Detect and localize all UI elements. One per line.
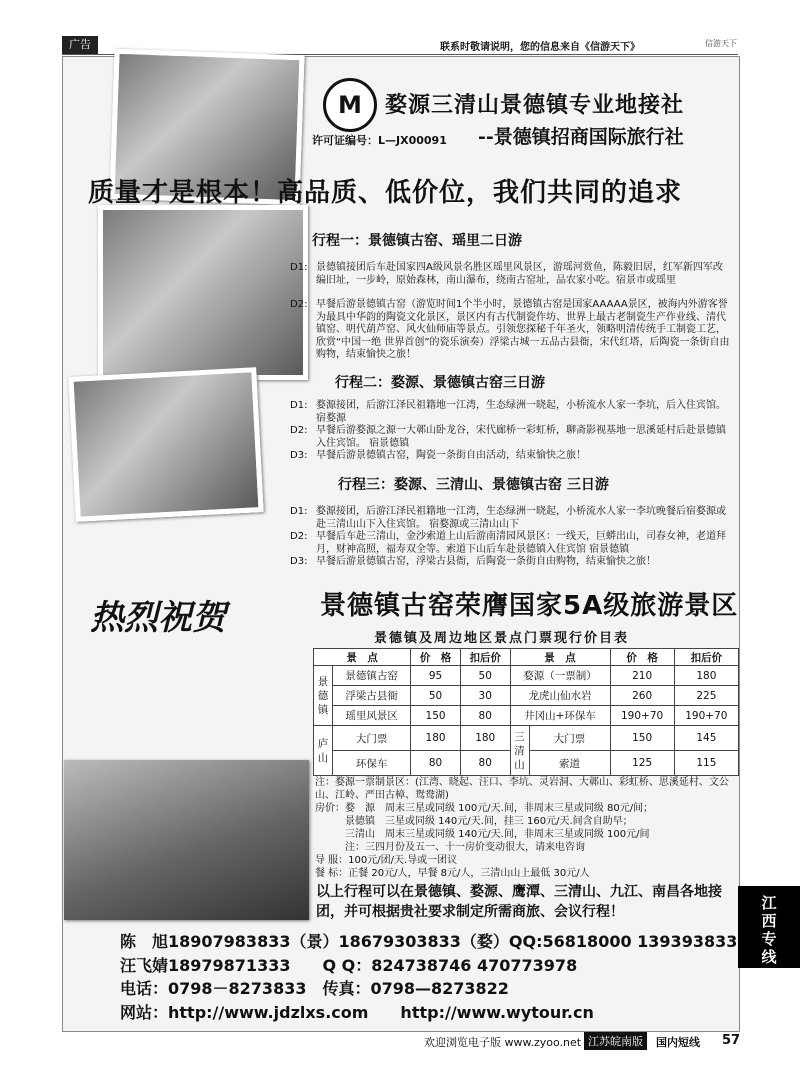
route-3-day-2: D2: 早餐后车赴三清山，金沙索道上山后游南清园风景区：一线天，巨蟒出山，司春女神，老道拜月，财神高照，福寿双全等。索道下山后车赴景德镇入住宾馆 宿景德镇 <box>290 531 726 555</box>
contact-line: 汪飞婧18979871333 Q Q：824738746 470773978 <box>120 955 578 975</box>
agency-logo-icon: M <box>323 78 377 132</box>
contact-notice: 联系时敬请说明，您的信息来自《信游天下》 <box>440 42 640 53</box>
table-cell: 145 <box>674 726 738 751</box>
table-cell: 井冈山+环保车 <box>510 706 610 726</box>
footer-section: 国内短线 <box>656 1036 700 1049</box>
publication-logo: 信游天下 <box>705 39 737 48</box>
route-1-day-2: D2: 早餐后游景德镇古窑（游览时间1个半小时，景德镇古窑是国家AAAAA景区，被海内外游客誉为最具中华韵的陶瓷文化景区，景区内有古代制瓷作坊、世界上最古老制瓷生产作业线、清代镇窑、明代葫芦窑、风火仙师庙等景点。引领您探秘千年圣火，领略明清传统手工制瓷工艺，欣赏“中国一绝 世界首创”的瓷乐演奏）浮梁古城一五品古县衙，宋代红塔，后陶瓷一条街自由购物，结束愉快之旅！ <box>290 299 730 360</box>
company-name: 婺源三清山景德镇专业地接社 <box>385 92 685 118</box>
table-row <box>314 726 739 751</box>
note-line: 房价：婺 源 周末三星或同级 100元/天.间，非周末三星或同级 80元/间； <box>315 803 654 814</box>
table-header-row <box>314 649 739 666</box>
price-table <box>313 648 739 776</box>
table-cell: 景德镇古窑 <box>333 666 411 686</box>
route-3-day-3: D3: 早餐后游景德镇古窑，浮梁古县衙，后陶瓷一条街自由购物，结束愉快之旅！ <box>290 556 656 567</box>
route-1-day-1: D1: 景德镇接团后车赴国家四A级风景名胜区瑶里风景区，游瑶河赏鱼，陈毅旧居，红军新四军改编旧址，一步岭，原始森林，南山瀑布，绕南古窑址，品农家小吃。宿景市或瑶里 <box>290 262 723 286</box>
table-row <box>314 706 739 726</box>
table-header-cell: 价 格 <box>610 649 674 666</box>
group-label: 景德镇 <box>314 666 333 726</box>
pavilion-photo <box>68 367 263 522</box>
contact-line: 电话：0798－8273833 传真：0798—8273822 <box>120 979 509 998</box>
kiln-building-photo <box>64 760 309 920</box>
5a-headline: 景德镇古窑荣膺国家5A级旅游景区 <box>320 591 739 621</box>
footer-browse: 欢迎浏览电子版 www.zyoo.net <box>424 1036 582 1049</box>
note-line: 注：三四月份及五一、十一房价变动很大，请来电咨询 <box>315 842 585 853</box>
table-cell: 80 <box>460 751 510 776</box>
price-notes <box>315 776 737 880</box>
company-subtitle: --景德镇招商国际旅行社 <box>478 126 684 148</box>
table-cell: 225 <box>674 686 738 706</box>
page-number: 57 <box>722 1033 741 1048</box>
table-cell: 95 <box>411 666 461 686</box>
table-header-cell: 价 格 <box>411 649 461 666</box>
table-cell: 环保车 <box>333 751 411 776</box>
note-line: 注：婺源一票制景区：(江湾、晓起、汪口、李坑、灵岩洞、大鄣山、彩虹桥、思溪延村、文公山、江岭、严田古樟、鸳鸯湖) <box>315 777 729 801</box>
porcelain-music-photo <box>98 205 308 380</box>
route-2-title: 行程二：婺源、景德镇古窑三日游 <box>335 375 545 391</box>
slogan: 质量才是根本！高品质、低价位，我们共同的追求 <box>88 178 683 208</box>
table-cell: 80 <box>460 706 510 726</box>
table-header-cell: 景 点 <box>314 649 411 666</box>
table-cell: 大门票 <box>529 726 610 751</box>
route-3-day-1: D1: 婺源接团，后游江泽民祖籍地一江湾，生态绿洲一晓起，小桥流水人家一李坑晚餐后宿婺源或赴三清山山下入住宾馆。 宿婺源或三清山山下 <box>290 506 726 530</box>
group-label: 三清山 <box>510 726 529 776</box>
table-cell: 150 <box>411 706 461 726</box>
table-cell: 115 <box>674 751 738 776</box>
table-cell: 190+70 <box>610 706 674 726</box>
table-cell: 索道 <box>529 751 610 776</box>
note-line: 导 服：100元/团/天.导或一团议 <box>315 855 458 866</box>
side-section-tab: 江西专线 <box>738 886 800 968</box>
table-cell: 浮梁古县衙 <box>333 686 411 706</box>
table-cell: 125 <box>610 751 674 776</box>
table-cell: 180 <box>674 666 738 686</box>
contact-line: 陈 旭18907983833（景）18679303833（婺）QQ:56818000 139393833 <box>120 932 738 951</box>
table-cell: 大门票 <box>333 726 411 751</box>
table-cell: 210 <box>610 666 674 686</box>
table-row <box>314 686 739 706</box>
table-cell: 30 <box>460 686 510 706</box>
table-cell: 50 <box>411 686 461 706</box>
table-cell: 180 <box>411 726 461 751</box>
ad-tag: 广告 <box>62 36 98 54</box>
price-table-title: 景德镇及周边地区景点门票现行价目表 <box>374 631 630 646</box>
route-2-day-3: D3: 早餐后游景德镇古窑，陶瓷一条街自由活动，结束愉快之旅！ <box>290 450 586 461</box>
table-cell: 50 <box>460 666 510 686</box>
service-note: 以上行程可以在景德镇、婺源、鹰潭、三清山、九江、南昌各地接团，并可根据贵社要求制定所需商旅、会议行程！ <box>316 884 722 920</box>
table-header-cell: 扣后价 <box>460 649 510 666</box>
table-cell: 260 <box>610 686 674 706</box>
group-label: 庐山 <box>314 726 333 776</box>
website-line: 网站：http://www.jdzlxs.com http://www.wytour.cn <box>120 1002 594 1022</box>
route-1-title: 行程一：景德镇古窑、瑶里二日游 <box>312 233 522 249</box>
license-number: 许可证编号：L—JX00091 <box>312 134 447 147</box>
table-row <box>314 666 739 686</box>
table-cell: 150 <box>610 726 674 751</box>
route-2-day-1: D1: 婺源接团，后游江泽民祖籍地一江湾，生态绿洲一晓起，小桥流水人家一李坑，后入住宾馆。 宿婺源 <box>290 400 726 424</box>
footer-edition: 江苏皖南版 <box>584 1032 647 1050</box>
route-3-title: 行程三：婺源、三清山、景德镇古窑 三日游 <box>338 477 609 493</box>
note-line: 餐 标：正餐 20元/人，早餐 8元/人，三清山山上最低 30元/人 <box>315 868 590 879</box>
note-line: 三清山 周末三星或同级 140元/天.间，非周末三星或同级 100元/间 <box>315 829 650 840</box>
table-cell: 龙虎山仙水岩 <box>510 686 610 706</box>
route-2-day-2: D2: 早餐后游婺源之源一大鄣山卧龙谷，宋代廊桥一彩虹桥，聊斋影视基地一思溪延村后赴景德镇入住宾馆。 宿景德镇 <box>290 425 726 449</box>
table-header-cell: 景 点 <box>510 649 610 666</box>
table-header-cell: 扣后价 <box>674 649 738 666</box>
celebration-text: 热烈祝贺 <box>90 598 226 638</box>
table-cell: 婺源（一票制） <box>510 666 610 686</box>
table-cell: 180 <box>460 726 510 751</box>
table-cell: 瑶里风景区 <box>333 706 411 726</box>
contact-info <box>120 930 737 1024</box>
note-line: 景德镇 三星或同级 140元/天.间，挂三 160元/天.间含自助早； <box>315 816 633 827</box>
table-cell: 80 <box>411 751 461 776</box>
table-cell: 190+70 <box>674 706 738 726</box>
